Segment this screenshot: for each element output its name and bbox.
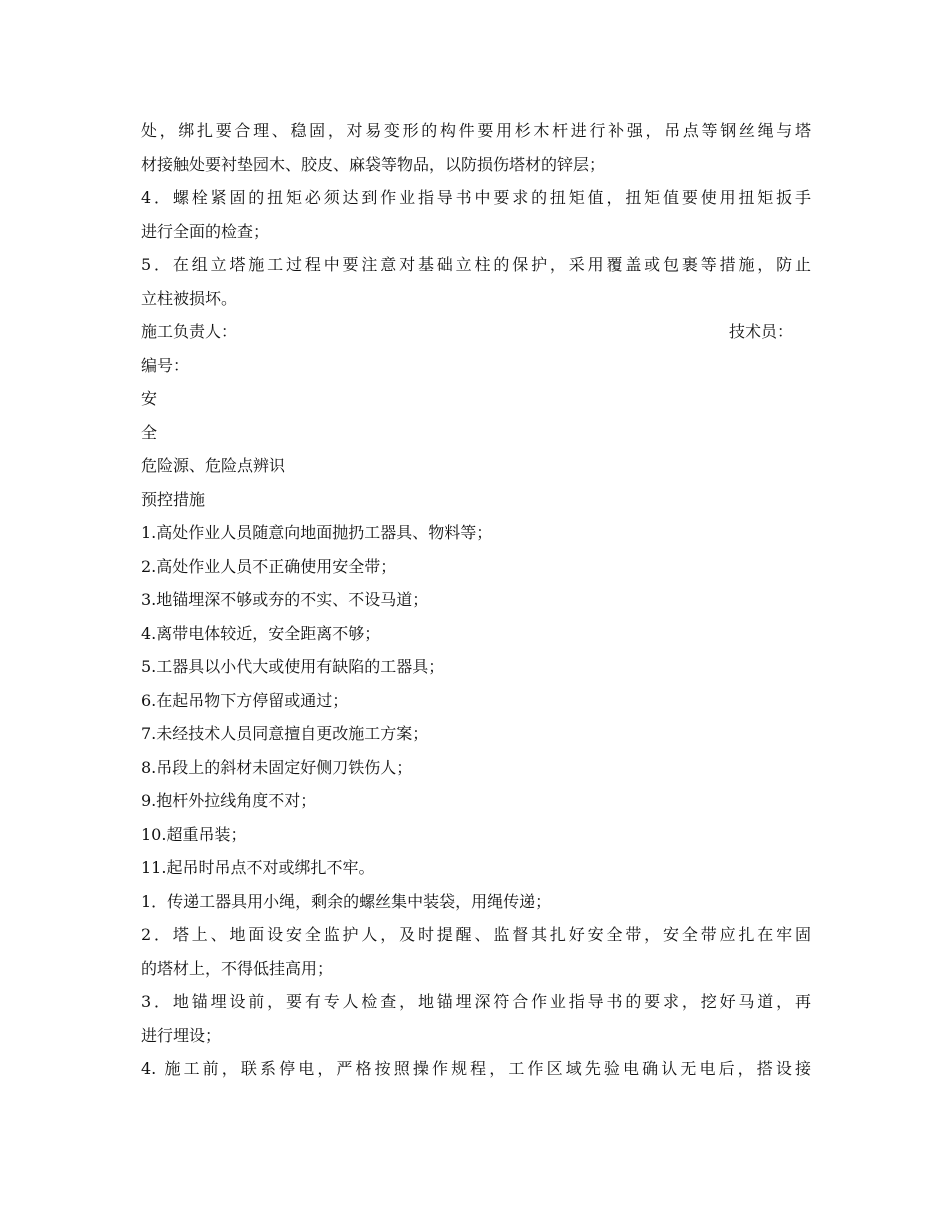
- paragraph-line: 材接触处要衬垫园木、胶皮、麻袋等物品，以防损伤塔材的锌层；: [141, 154, 606, 174]
- hazard-item: 7.未经技术人员同意擅自更改施工方案；: [141, 724, 429, 743]
- hazard-item: 10.超重吊装；: [141, 824, 247, 844]
- safety-char: 全: [141, 422, 158, 442]
- item-5-line: 立柱被损坏。: [141, 288, 238, 308]
- hazard-item: 11.起吊时吊点不对或绑扎不牢。: [141, 858, 375, 877]
- hazard-item: 2.高处作业人员不正确使用安全带；: [141, 556, 397, 576]
- measure-item: 3．地锚埋设前，要有专人检查，地锚埋深符合作业指导书的要求，挖好马道，再: [141, 992, 811, 1011]
- number-label: 编号：: [141, 355, 190, 375]
- hazard-item: 5.工器具以小代大或使用有缺陷的工器具；: [141, 657, 445, 676]
- measure-item: 进行埋设；: [141, 1025, 222, 1045]
- hazard-item: 3.地锚埋深不够或夯的不实、不设马道；: [141, 590, 429, 609]
- construction-lead-label: 施工负责人：: [141, 322, 238, 341]
- measures-heading: 预控措施: [141, 489, 206, 509]
- hazard-item: 6.在起吊物下方停留或通过；: [141, 690, 349, 710]
- measure-item: 的塔材上，不得低挂高用；: [141, 958, 334, 978]
- item-4-line: 4．螺栓紧固的扭矩必须达到作业指导书中要求的扭矩值，扭矩值要使用扭矩扳手: [141, 188, 811, 207]
- item-5-line: 5．在组立塔施工过程中要注意对基础立柱的保护，采用覆盖或包裹等措施，防止: [141, 255, 811, 274]
- document-body: [141, 114, 811, 1086]
- measure-item: 2．塔上、地面设安全监护人，及时提醒、监督其扎好安全带，安全带应扎在牢固: [141, 925, 811, 944]
- hazard-item: 8.吊段上的斜材未固定好侧刀铁伤人；: [141, 757, 413, 777]
- hazard-item: 1.高处作业人员随意向地面抛扔工器具、物料等；: [141, 523, 493, 542]
- hazard-item: 9.抱杆外拉线角度不对；: [141, 791, 317, 810]
- hazard-heading: 危险源、危险点辨识: [141, 456, 286, 475]
- hazard-item: 4.离带电体较近，安全距离不够；: [141, 623, 381, 643]
- item-4-line: 进行全面的检查；: [141, 221, 270, 241]
- signature-row: [141, 315, 811, 349]
- technician-label: 技术员：: [728, 322, 793, 341]
- paragraph-line: 处，绑扎要合理、稳固，对易变形的构件要用杉木杆进行补强，吊点等钢丝绳与塔: [141, 121, 811, 140]
- measure-item: 1．传递工器具用小绳，剩余的螺丝集中装袋，用绳传递；: [141, 891, 552, 911]
- measure-item: 4. 施工前，联系停电，严格按照操作规程，工作区域先验电确认无电后，搭设接: [141, 1059, 811, 1078]
- safety-char: 安: [141, 389, 158, 408]
